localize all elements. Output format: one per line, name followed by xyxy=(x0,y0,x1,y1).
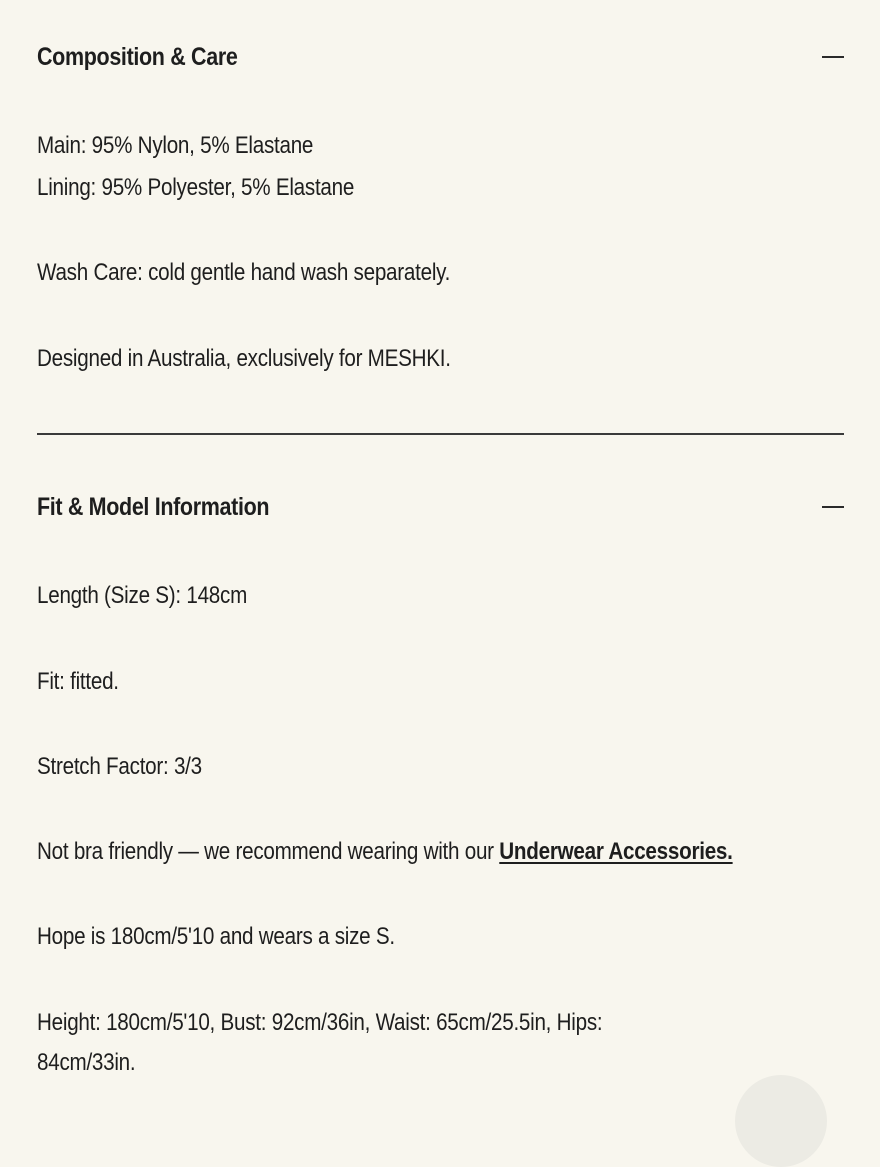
composition-care-header[interactable] xyxy=(37,40,844,74)
model-size-text: Hope is 180cm/5'10 and wears a size S. xyxy=(37,923,395,950)
collapse-minus-icon[interactable] xyxy=(822,56,844,58)
floating-action-button[interactable] xyxy=(735,1075,827,1167)
collapse-minus-icon[interactable] xyxy=(822,506,844,508)
fit-model-header[interactable] xyxy=(37,490,844,524)
stretch-factor-text: Stretch Factor: 3/3 xyxy=(37,753,202,780)
main-fabric-text: Main: 95% Nylon, 5% Elastane xyxy=(37,132,314,159)
fit-text: Fit: fitted. xyxy=(37,668,119,695)
bra-friendly-label: Not bra friendly — we recommend wearing with our xyxy=(37,838,500,865)
measurements-line-2: 84cm/33in. xyxy=(37,1049,136,1076)
fit-model-title: Fit & Model Information xyxy=(37,493,270,521)
underwear-accessories-link[interactable]: Underwear Accessories. xyxy=(499,838,733,865)
wash-care-text: Wash Care: cold gentle hand wash separately. xyxy=(37,259,451,286)
designed-in-text: Designed in Australia, exclusively for MESHKI. xyxy=(37,345,451,372)
measurements-line-1: Height: 180cm/5'10, Bust: 92cm/36in, Waist: 65cm/25.5in, Hips: xyxy=(37,1009,603,1036)
composition-care-title: Composition & Care xyxy=(37,43,238,71)
lining-fabric-text: Lining: 95% Polyester, 5% Elastane xyxy=(37,174,355,201)
bra-friendly-text xyxy=(37,836,733,868)
length-text: Length (Size S): 148cm xyxy=(37,582,248,609)
section-divider xyxy=(37,433,844,435)
